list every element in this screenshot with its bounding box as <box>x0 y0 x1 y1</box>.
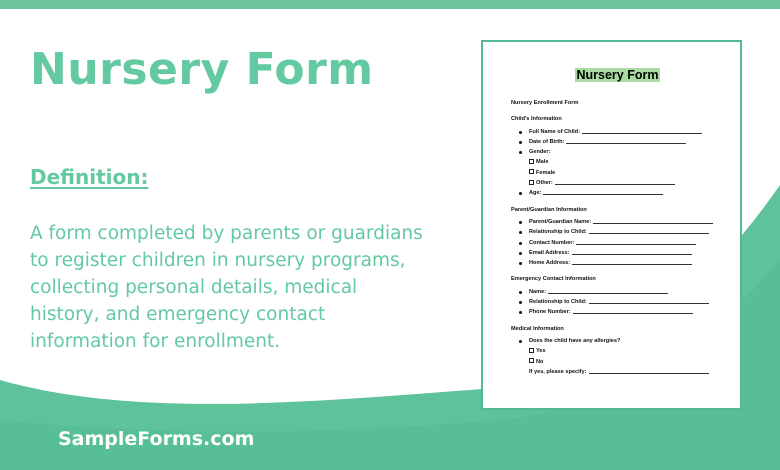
field-label: No <box>536 358 544 365</box>
section-heading: Parent/Guardian Information <box>511 206 587 213</box>
section-heading: Child's Information <box>511 116 562 123</box>
field-label: Gender: <box>529 149 551 156</box>
checkbox-icon[interactable] <box>529 159 534 164</box>
field-label: Phone Number: <box>529 309 571 316</box>
field-label: Relationship to Child: <box>529 299 587 306</box>
form-field[interactable] <box>511 238 724 248</box>
form-field[interactable] <box>511 147 724 157</box>
form-checkbox-option[interactable] <box>511 346 724 356</box>
blank-line[interactable] <box>548 288 668 294</box>
document-title: Nursery Form <box>576 68 659 82</box>
form-field[interactable] <box>511 258 724 268</box>
field-label: Age: <box>529 190 542 197</box>
blank-line[interactable] <box>555 179 675 185</box>
document-intro: Nursery Enrollment Form <box>511 100 579 106</box>
field-label: Contact Number: <box>529 239 575 246</box>
field-label: Relationship to Child: <box>529 229 587 236</box>
section-heading: Medical Information <box>511 325 564 332</box>
form-document-preview <box>481 40 742 410</box>
form-field[interactable] <box>511 137 724 147</box>
blank-line[interactable] <box>566 138 686 144</box>
form-field[interactable] <box>511 217 724 227</box>
field-label: Yes <box>536 348 546 355</box>
form-field[interactable] <box>511 188 724 198</box>
document-sections <box>511 114 724 377</box>
checkbox-icon[interactable] <box>529 348 534 353</box>
field-label: Male <box>536 159 549 166</box>
blank-line[interactable] <box>589 228 709 234</box>
blank-line[interactable] <box>582 128 702 134</box>
form-checkbox-option[interactable] <box>511 357 724 367</box>
blank-line[interactable] <box>576 239 696 245</box>
checkbox-icon[interactable] <box>529 169 534 174</box>
page-title: Nursery Form <box>30 44 374 95</box>
form-field[interactable] <box>511 287 724 297</box>
definition-heading: Definition: <box>30 165 149 189</box>
form-field[interactable] <box>511 307 724 317</box>
form-checkbox-option[interactable] <box>511 168 724 178</box>
blank-line[interactable] <box>572 249 692 255</box>
form-field[interactable] <box>511 227 724 237</box>
form-field[interactable] <box>511 127 724 137</box>
form-field[interactable] <box>511 248 724 258</box>
field-label: Home Address: <box>529 260 571 267</box>
field-label: Email Address: <box>529 249 570 256</box>
definition-text: A form completed by parents or guardians to register children in nursery programs, collecting personal details, medical history, and emergency contact information for enrollment. <box>30 223 423 352</box>
field-label: Date of Birth: <box>529 138 565 145</box>
field-label: Does the child have any allergies? <box>529 337 621 344</box>
blank-line[interactable] <box>543 189 663 195</box>
checkbox-icon[interactable] <box>529 358 534 363</box>
blank-line[interactable] <box>589 368 709 374</box>
form-field[interactable] <box>511 297 724 307</box>
field-label: Female <box>536 169 556 176</box>
form-checkbox-option[interactable] <box>511 157 724 167</box>
form-field[interactable] <box>511 367 724 377</box>
section-heading: Emergency Contact Information <box>511 276 596 283</box>
field-label: Parent/Guardian Name: <box>529 218 592 225</box>
brand-logo-text[interactable]: SampleForms.com <box>58 428 255 450</box>
field-label: If yes, please specify: <box>529 368 587 375</box>
form-field[interactable] <box>511 336 724 346</box>
blank-line[interactable] <box>589 298 709 304</box>
blank-line[interactable] <box>573 308 693 314</box>
field-label: Name: <box>529 288 547 295</box>
checkbox-icon[interactable] <box>529 180 534 185</box>
field-label: Other: <box>536 180 553 187</box>
field-label: Full Name of Child: <box>529 128 580 135</box>
blank-line[interactable] <box>593 218 713 224</box>
form-checkbox-option[interactable] <box>511 178 724 188</box>
blank-line[interactable] <box>572 259 692 265</box>
